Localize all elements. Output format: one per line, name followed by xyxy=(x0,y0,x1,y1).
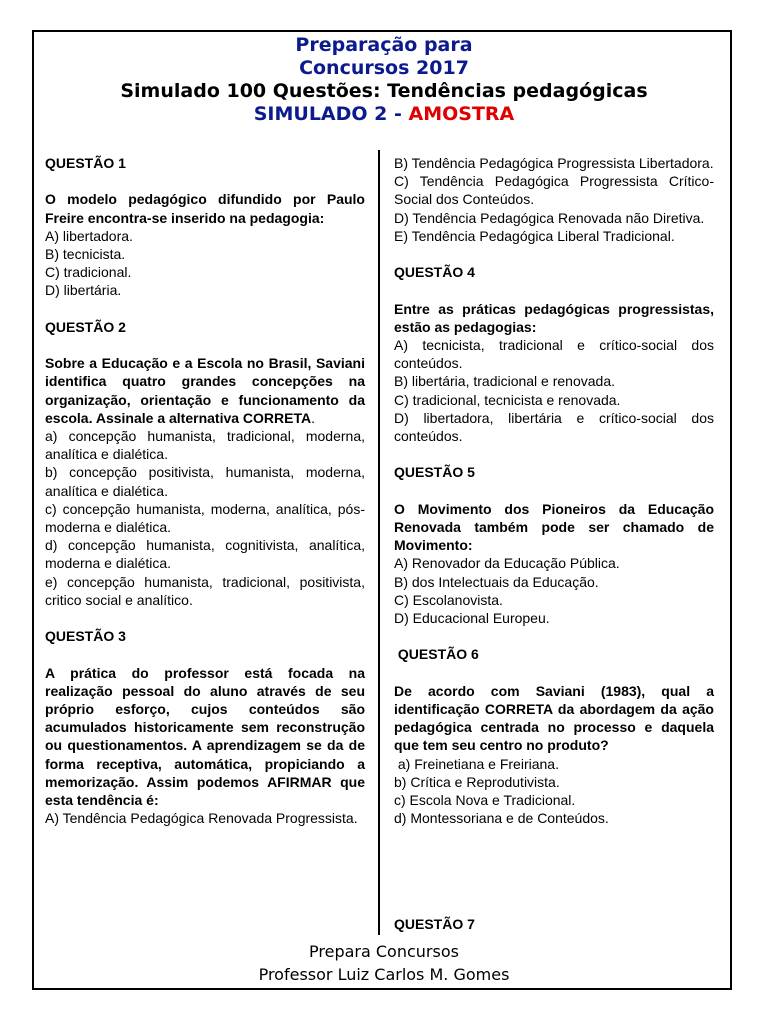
question-2-option: e) concepção humanista, tradicional, positivista, critico social e analítico. xyxy=(45,573,365,608)
question-2-title: QUESTÃO 2 xyxy=(45,318,126,335)
question-6-option: c) Escola Nova e Tradicional. xyxy=(394,792,576,809)
question-4-title: QUESTÃO 4 xyxy=(394,264,475,281)
question-2-option: a) concepção humanista, tradicional, moderna, analítica e dialética. xyxy=(45,428,365,463)
question-3-option: E) Tendência Pedagógica Liberal Tradicional. xyxy=(394,227,675,244)
question-2-option: b) concepção positivista, humanista, moderna, analítica e dialética. xyxy=(45,464,365,499)
question-2-option: c) concepção humanista, moderna, analítica, pós- moderna e dialética. xyxy=(45,500,365,536)
question-3-option: B) Tendência Pedagógica Progressista Libertadora. xyxy=(394,155,714,171)
footer-author: Professor Luiz Carlos M. Gomes xyxy=(258,965,510,984)
document-header xyxy=(0,34,768,126)
question-4-stem: Entre as práticas pedagógicas progressistas, estão as pedagogias: xyxy=(394,300,714,335)
question-4-option: D) libertadora, libertária e crítico-social dos conteúdos. xyxy=(394,409,714,445)
question-1-option: A) libertadora. xyxy=(45,227,133,244)
question-2-stem-text: Sobre a Educação e a Escola no Brasil, Saviani identifica quatro grandes concepções na organização, orientação e funcionamento da escola. Assinale a alternativa CORRETA xyxy=(45,355,365,426)
question-3-stem: A prática do professor está focada na realização pessoal do aluno através de seu próprio esforço, cujos conteúdos são acumulados historicamente sem reconstrução ou questionamentos. A aprendizagem se da de forma receptiva, automática, propiciando a memorização. Assim podemos AFIRMAR que esta tendência é: xyxy=(45,664,365,809)
column-divider xyxy=(378,150,380,935)
question-3-option: D) Tendência Pedagógica Renovada não Diretiva. xyxy=(394,209,705,226)
question-3-option: A) Tendência Pedagógica Renovada Progressista. xyxy=(45,810,358,827)
question-5-option: B) dos Intelectuais da Educação. xyxy=(394,573,599,590)
question-7-title: QUESTÃO 7 xyxy=(394,916,475,932)
question-4-option: C) tradicional, tecnicista e renovada. xyxy=(394,391,621,408)
question-1-option: C) tradicional. xyxy=(45,264,132,281)
amostra-label: AMOSTRA xyxy=(408,103,515,125)
question-3-option: C) Tendência Pedagógica Progressista Crítico-Social dos Conteúdos. xyxy=(394,173,714,208)
question-6-option: b) Crítica e Reprodutivista. xyxy=(394,773,560,790)
right-column xyxy=(394,154,714,827)
document-title: Simulado 100 Questões: Tendências pedagógicas xyxy=(120,80,648,102)
question-6-option: a) Freinetiana e Freiriana. xyxy=(394,755,559,772)
question-2-stem-end: . xyxy=(311,409,315,426)
simulado-number: SIMULADO 2 - xyxy=(253,103,409,125)
question-1-title: QUESTÃO 1 xyxy=(45,155,126,171)
simulado-label xyxy=(0,103,768,126)
question-3-title: QUESTÃO 3 xyxy=(45,628,126,645)
question-1-stem: O modelo pedagógico difundido por Paulo Freire encontra-se inserido na pedagogia: xyxy=(45,191,365,226)
question-6-stem: De acordo com Saviani (1983), qual a identificação CORRETA da abordagem da ação pedagógica centrada no processo e daquela que tem seu centro no produto? xyxy=(394,682,714,754)
question-1-option: B) tecnicista. xyxy=(45,246,126,262)
question-5-stem: O Movimento dos Pioneiros da Educação Renovada também pode ser chamado de Movimento: xyxy=(394,500,714,554)
question-5-option: D) Educacional Europeu. xyxy=(394,610,550,627)
footer-line-1: Prepara Concursos xyxy=(309,942,459,961)
header-line-1: Preparação para xyxy=(295,34,473,56)
document-footer xyxy=(0,940,768,986)
question-1-option: D) libertária. xyxy=(45,282,122,299)
question-6-title: QUESTÃO 6 xyxy=(394,646,479,663)
question-4-option: B) libertária, tradicional e renovada. xyxy=(394,373,616,390)
header-line-2: Concursos 2017 xyxy=(299,57,469,79)
question-5-option: C) Escolanovista. xyxy=(394,591,503,608)
question-5-title: QUESTÃO 5 xyxy=(394,464,475,481)
question-6-option: d) Montessoriana e de Conteúdos. xyxy=(394,810,609,827)
question-2-option: d) concepção humanista, cognitivista, analítica, moderna e dialética. xyxy=(45,537,365,572)
question-4-option: A) tecnicista, tradicional e crítico-social dos conteúdos. xyxy=(394,337,714,372)
left-column xyxy=(45,154,365,827)
question-5-option: A) Renovador da Educação Pública. xyxy=(394,555,620,572)
question-2-stem xyxy=(45,354,365,427)
